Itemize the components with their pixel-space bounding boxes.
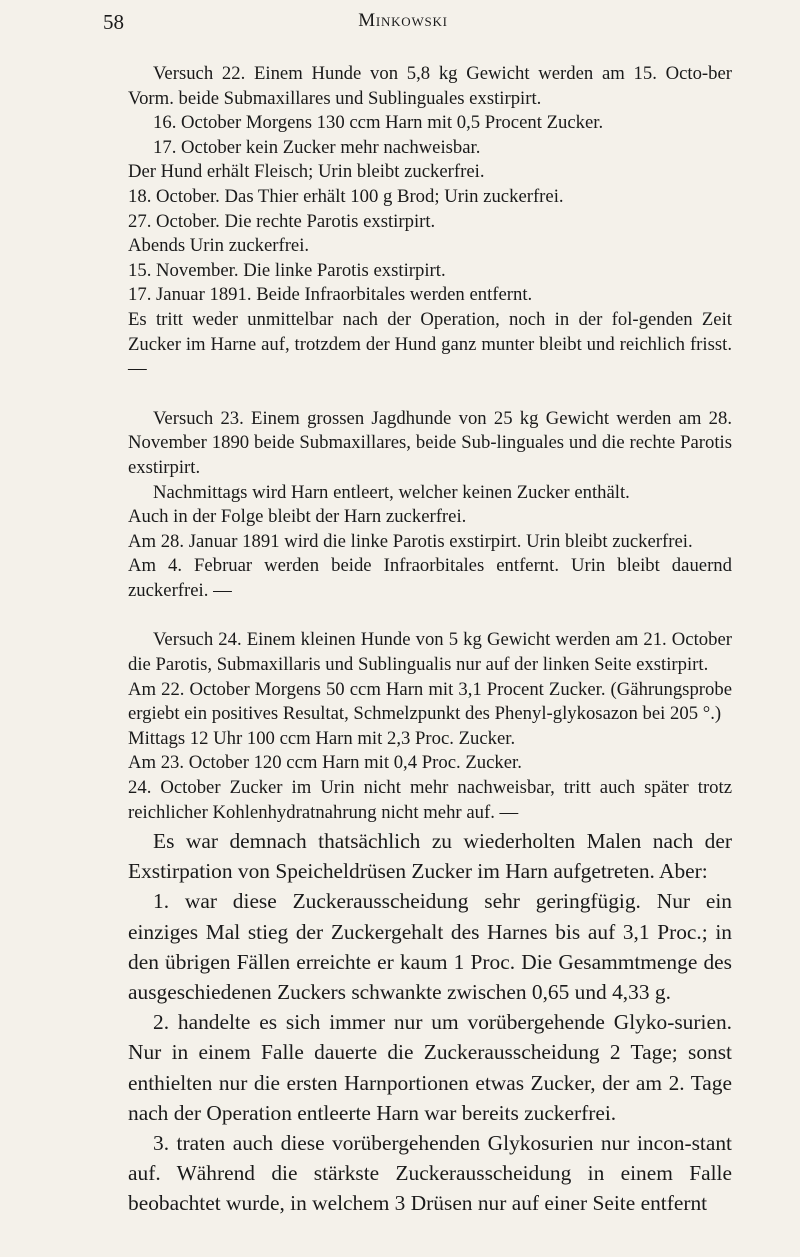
versuch-23-entry: Nachmittags wird Harn entleert, welcher keinen Zucker enthält.: [153, 481, 630, 503]
versuch-22-entry: 16. October Morgens 130 ccm Harn mit 0,5 Procent Zucker.: [153, 112, 604, 134]
versuch-24-intro: Versuch 24. Einem kleinen Hunde von 5 kg Gewicht werden am 21. October die Parotis, Submaxillaris und Sublingualis nur auf der linken Seite exstirpirt.: [128, 629, 732, 676]
experiment-protocols: [128, 62, 732, 825]
conclusion-point-3: 3. traten auch diese vorübergehenden Glykosurien nur incon-stant auf. Während die stärkste Zuckerausscheidung in einem Falle beobachtet wurde, in welchem 3 Drüsen nur auf einer Seite entfernt: [128, 1131, 732, 1216]
conclusion-point-2: 2. handelte es sich immer nur um vorübergehende Glyko-surien. Nur in einem Falle dauerte die Zuckerausscheidung 2 Tage; sonst enthielten nur die ersten Harnportionen etwas Zucker, der am 2. Tage nach der Operation entleerte Harn war bereits zuckerfrei.: [128, 1010, 732, 1125]
versuch-22-entry: 18. October. Das Thier erhält 100 g Brod; Urin zuckerfrei.: [128, 185, 564, 207]
versuch-22-entry: Der Hund erhält Fleisch; Urin bleibt zuckerfrei.: [128, 161, 485, 183]
versuch-22-entry: 17. Januar 1891. Beide Infraorbitales werden entfernt.: [128, 284, 533, 306]
versuch-24-entry: Mittags 12 Uhr 100 ccm Harn mit 2,3 Proc. Zucker.: [128, 727, 516, 749]
versuch-22-entry: 17. October kein Zucker mehr nachweisbar.: [153, 136, 481, 158]
versuch-24-entry: 24. October Zucker im Urin nicht mehr nachweisbar, tritt auch später trotz reichlicher Kohlenhydratnahrung nicht mehr auf. —: [128, 777, 732, 823]
conclusion-text: [128, 826, 732, 1219]
conclusion-point-1: 1. war diese Zuckerausscheidung sehr geringfügig. Nur ein einziges Mal stieg der Zuckergehalt des Harnes bis auf 3,1 Proc.; in den übrigen Fällen erreichte er kaum 1 Proc. Die Gesammtmenge des ausgeschiedenen Zuckers schwankte zwischen 0,65 und 4,33 g.: [128, 889, 732, 1005]
versuch-22-entry: Es tritt weder unmittelbar nach der Operation, noch in der fol-genden Zeit Zucker im Harne auf, trotzdem der Hund ganz munter bleibt und reichlich frisst. —: [128, 308, 732, 380]
versuch-22-entry: 15. November. Die linke Parotis exstirpirt.: [128, 259, 446, 281]
versuch-23-entry: Am 28. Januar 1891 wird die linke Parotis exstirpirt. Urin bleibt zuckerfrei.: [128, 530, 693, 552]
conclusion-paragraph: Es war demnach thatsächlich zu wiederholten Malen nach der Exstirpation von Speicheldrüsen Zucker im Harn aufgetreten. Aber:: [128, 829, 732, 884]
versuch-23-entry: Am 4. Februar werden beide Infraorbitales entfernt. Urin bleibt dauernd zuckerfrei. —: [128, 555, 732, 601]
versuch-22-intro: Versuch 22. Einem Hunde von 5,8 kg Gewicht werden am 15. Octo-ber Vorm. beide Submaxillares und Sublinguales exstirpirt.: [128, 63, 732, 109]
running-head: [103, 10, 703, 36]
running-title: Minkowski: [358, 10, 448, 31]
versuch-22-entry: Abends Urin zuckerfrei.: [128, 235, 310, 257]
versuch-24-entry: Am 23. October 120 ccm Harn mit 0,4 Proc. Zucker.: [128, 752, 522, 774]
versuch-23-intro: Versuch 23. Einem grossen Jagdhunde von 25 kg Gewicht werden am 28. November 1890 beide Submaxillares, beide Sub-linguales und die rechte Parotis exstirpirt.: [128, 407, 732, 478]
versuch-23-entry: Auch in der Folge bleibt der Harn zuckerfrei.: [128, 506, 467, 528]
page-number: 58: [103, 10, 124, 34]
versuch-22-entry: 27. October. Die rechte Parotis exstirpirt.: [128, 210, 436, 232]
versuch-24-entry: Am 22. October Morgens 50 ccm Harn mit 3,1 Procent Zucker. (Gährungsprobe ergiebt ein positives Resultat, Schmelzpunkt des Phenyl-glykosazon bei 205 °.): [128, 678, 732, 725]
